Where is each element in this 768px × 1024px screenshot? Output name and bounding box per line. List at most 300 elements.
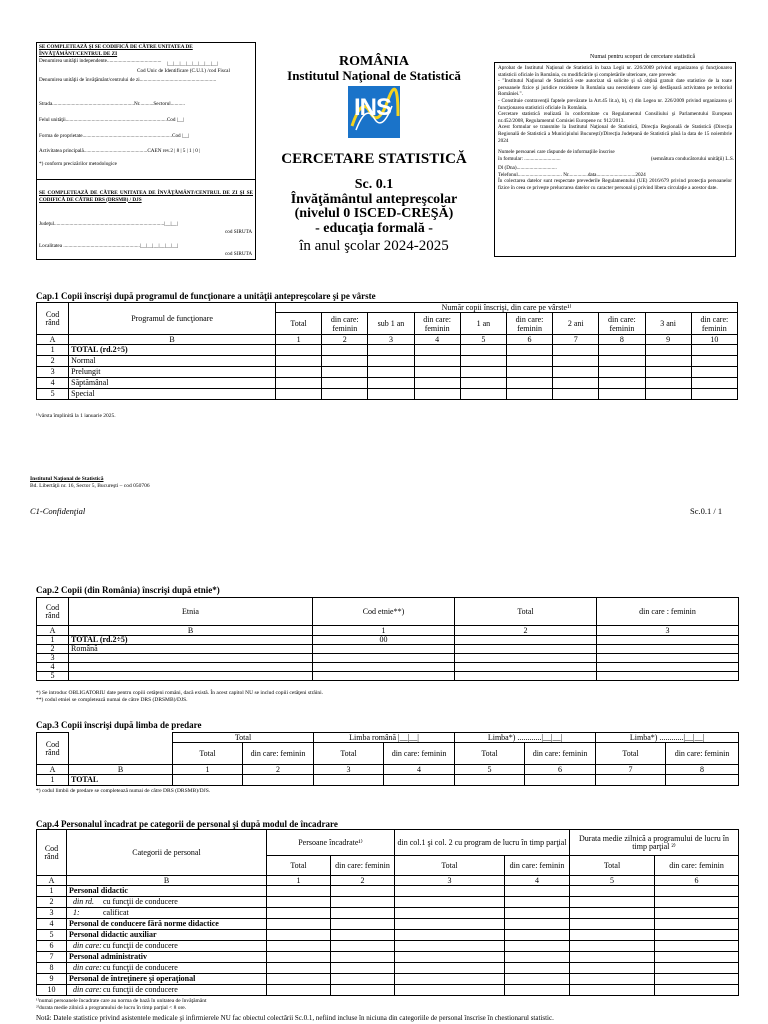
data-cell[interactable] [331,897,395,908]
legal-p4: Cercetare statistică realizată în conformitate cu Regulamentul Consiliului şi Parlamentului European nr.452/2008, Regulamentul Comisiei Europene nr. 912/2013. [498,111,732,124]
signature-label: (semnătura conducătorului unităţii) L.S. [650,156,734,163]
research-only-label: Numai pentru scopuri de cercetare statistică [590,54,696,60]
data-cell[interactable] [395,919,505,930]
row-category: cu funcţii de conducere [103,897,178,906]
row-label [67,941,267,952]
data-cell[interactable] [655,908,739,919]
locality-siruta-label: cod SIRUTA [225,251,253,257]
cap3-col-number: 8 [666,765,739,775]
ethnicity-code[interactable] [313,663,455,672]
row-qualifier: din care: [73,963,102,972]
country-title: ROMÂNIA [339,54,409,69]
data-cell[interactable] [570,974,655,985]
locality-line[interactable]: Localitatea ...........................................................|__|__|__|__|__|__| [39,243,179,249]
data-cell[interactable] [331,952,395,963]
data-cell[interactable] [267,886,331,897]
data-cell[interactable] [505,919,570,930]
data-cell[interactable] [525,775,596,786]
data-cell[interactable] [368,378,414,389]
data-cell[interactable] [597,663,739,672]
table-row [37,930,739,941]
cap2-h-cod: Cod rând [37,598,69,626]
data-cell[interactable] [599,356,645,367]
data-cell[interactable] [276,367,322,378]
data-cell[interactable] [395,963,505,974]
data-cell[interactable] [322,389,368,400]
data-cell[interactable] [570,908,655,919]
row-label[interactable] [69,672,313,681]
data-cell[interactable] [276,345,322,356]
school-name-line[interactable]: Denumirea unităţii de învăţământ/centrului de zi........................................................... [39,77,217,83]
table-row [37,356,738,367]
data-cell[interactable] [596,775,666,786]
cap4-note3: Notă: Datele statistice privind asistentele medicale şi infirmierele NU fac obiectul colectării Sc.0.1, nefiind incluse în niciuna din categoriile de personal înscrise în chestionarul statistic. [36,1014,554,1022]
cap1-table [36,302,738,400]
data-cell[interactable] [267,897,331,908]
cap1-col-header: din care: feminin [506,313,552,335]
data-cell[interactable] [276,389,322,400]
data-cell[interactable] [331,908,395,919]
table-row [37,919,739,930]
table-row [37,345,738,356]
row-category: Personal de conducere fără norme didactice [69,919,219,928]
cap3-note: *) codul limbii de predare se completează numai de către DRS (DRSMB)/DJS. [36,788,211,794]
data-cell[interactable] [505,963,570,974]
row-category: Personal didactic [69,886,128,895]
row-label[interactable] [69,654,313,663]
row-label: TOTAL (rd.2÷5) [69,636,313,645]
cap2-col-number: 3 [597,626,739,636]
row-code: 1 [37,775,69,786]
table-row [37,985,739,996]
legal-p5: Acest formular se transmite la Institutul Naţional de Statistică, Direcţia Regională de Statistică (Direcţia Regională de Statistică a Municipiului Bucureşti)/Direcţia Judeţeană de Statistică până la data de 15 noiembrie 2024 [498,124,732,144]
data-cell[interactable] [599,367,645,378]
data-cell[interactable] [645,356,691,367]
data-cell[interactable] [395,952,505,963]
ethnicity-code[interactable] [313,654,455,663]
data-cell[interactable] [570,886,655,897]
cap1-col-number: 3 [368,335,414,345]
data-cell[interactable] [322,378,368,389]
data-cell[interactable] [506,345,552,356]
school-year: în anul şcolar 2024-2025 [299,238,449,254]
data-cell[interactable] [645,378,691,389]
cap4-note1: ¹⁾numai persoanele încadrate care au norma de bază în unitatea de învăţământ [36,998,207,1004]
data-cell[interactable] [368,356,414,367]
cap1-col-header: sub 1 an [368,313,414,335]
data-cell[interactable] [506,378,552,389]
row-code: 2 [37,356,69,367]
data-cell[interactable] [655,886,739,897]
row-label: Prelungit [69,367,276,378]
cap4-col-header: Total [395,856,505,876]
cap3-col-number: A [37,765,69,775]
row-label: TOTAL (rd.2÷5) [69,345,276,356]
cap4-note2: ²⁾durata medie zilnică a programului de lucru în timp parţial < 8 ore. [36,1005,187,1011]
table-row [37,963,739,974]
cap3-h-blank [69,733,173,765]
row-category: cu funcţii de conducere [103,963,178,972]
data-cell[interactable] [553,378,599,389]
data-cell[interactable] [655,974,739,985]
legal-p3: - Constituie contravenţii faptele prevăzute la Art.45 lit.a), b), c) din Legea nr. 226/2009 privind organizarea şi funcţionarea statisticii oficiale în România. [498,97,732,111]
row-code: 6 [37,941,67,952]
data-cell[interactable] [645,345,691,356]
data-cell[interactable] [505,985,570,996]
unit-name-line[interactable]: Denumirea unităţii independente.......................................... [39,58,162,64]
data-cell[interactable] [505,974,570,985]
data-cell[interactable] [655,930,739,941]
row-code: 8 [37,963,67,974]
data-cell[interactable] [455,654,597,663]
data-cell[interactable] [414,356,460,367]
data-cell[interactable] [599,389,645,400]
data-cell[interactable] [570,941,655,952]
data-cell[interactable] [460,389,506,400]
data-cell[interactable] [645,367,691,378]
row-label [67,919,267,930]
table-row [37,389,738,400]
cap4-col-number: 3 [395,876,505,886]
row-label [67,897,267,908]
data-cell[interactable] [455,636,597,645]
cap3-h-cod: Cod rând [37,733,69,765]
data-cell[interactable] [553,367,599,378]
row-label [67,886,267,897]
cap1-col-number: B [69,335,276,345]
data-cell[interactable] [691,367,737,378]
cap1-col-header: din care: feminin [414,313,460,335]
data-cell[interactable] [414,345,460,356]
row-code: 5 [37,672,69,681]
data-cell[interactable] [460,345,506,356]
cap1-col-number: 7 [553,335,599,345]
activity-line[interactable]: Activitatea principală.................................................CAEN rev.2 | 8 | 5 | 1 | 0 | [39,148,201,154]
cap3-col-header: Total [314,743,384,765]
data-cell[interactable] [655,941,739,952]
survey-title: CERCETARE STATISTICĂ [281,151,467,167]
data-cell[interactable] [331,930,395,941]
data-cell[interactable] [414,378,460,389]
cui-boxes[interactable]: |__|__|__|__|__|__|__|__| [167,61,218,67]
data-cell[interactable] [505,908,570,919]
row-label: TOTAL [69,775,173,786]
cap4-col-number: 1 [267,876,331,886]
row-category: calificat [103,908,129,917]
data-cell[interactable] [395,886,505,897]
cap3-title: Cap.3 Copii înscrişi după limba de predare [36,720,202,730]
data-cell[interactable] [331,919,395,930]
cap2-col-number: 2 [455,626,597,636]
cap4-h-cod: Cod rând [37,830,67,876]
cap3-table [36,732,739,786]
data-cell[interactable] [267,974,331,985]
data-cell[interactable] [506,367,552,378]
data-cell[interactable] [276,356,322,367]
cap3-col-number: 5 [455,765,525,775]
row-code: 9 [37,974,67,985]
cap1-note: ¹⁾vârsta împlinită la 1 ianuarie 2025. [36,413,116,419]
table-row [37,636,739,645]
data-cell[interactable] [276,378,322,389]
data-cell[interactable] [599,345,645,356]
legal-p1: Aprobat de Institutul Naţional de Statistică în baza Legii nr. 226/2009 privind organizarea şi funcţionarea statisticii oficiale în România, cu modificările şi completările ulterioare, care prevede: [498,65,732,78]
cap2-title: Cap.2 Copii (din România) înscrişi după etnie*) [36,585,220,595]
row-code: 1 [37,345,69,356]
data-cell[interactable] [414,389,460,400]
cap1-h-group: Număr copii înscrişi, din care pe vârste¹⁾ [276,303,738,313]
cap1-col-number: 4 [414,335,460,345]
cap3-col-header: din care: feminin [525,743,596,765]
survey-level: (nivelul 0 ISCED-CREŞĂ) [294,206,454,221]
cap2-table [36,597,739,681]
drs-box-header: SE COMPLETEAZĂ DE CĂTRE UNITATEA DE ÎNVĂŢĂMÂNT/CENTRUL DE ZI ŞI SE CODIFICĂ DE CĂTRE DRS (DRSMB) / DJS [39,190,253,203]
data-cell[interactable] [455,645,597,654]
county-line[interactable]: Judeţul.....................................................................................|__|__| [39,221,178,227]
data-cell[interactable] [267,941,331,952]
cap3-col-header: Total [173,743,243,765]
cap4-col-number: 6 [655,876,739,886]
ethnicity-code[interactable]: 00 [313,636,455,645]
cap3-col-header: din care: feminin [384,743,455,765]
cap1-col-number: 8 [599,335,645,345]
data-cell[interactable] [173,775,243,786]
data-cell[interactable] [645,389,691,400]
cap1-col-number: 6 [506,335,552,345]
data-cell[interactable] [655,985,739,996]
data-cell[interactable] [414,367,460,378]
cap3-col-number: 1 [173,765,243,775]
gdpr-note: În colectarea datelor sunt respectate prevederile Regulamentului (UE) 2016/679 privind protecţia persoanelor fizice în ceea ce priveşte prelucrarea datelor cu caracter personal şi privind libera circulaţie a acestor date. [498,178,732,191]
row-code: 4 [37,919,67,930]
data-cell[interactable] [331,974,395,985]
data-cell[interactable] [322,345,368,356]
cap1-h-cod: Cod rând [37,303,69,335]
data-cell[interactable] [506,389,552,400]
address-name: Institutul Naţional de Statistică [30,476,104,482]
cap4-g3: Durata medie zilnică a programului de lucru în timp parţial ²⁾ [570,830,739,856]
data-cell[interactable] [505,941,570,952]
cap2-h-codetnie: Cod etnie**) [313,598,455,626]
cap1-col-number: 9 [645,335,691,345]
data-cell[interactable] [460,367,506,378]
row-code: 3 [37,367,69,378]
data-cell[interactable] [460,356,506,367]
data-cell[interactable] [505,897,570,908]
data-cell[interactable] [505,930,570,941]
row-category: cu funcţii de conducere [103,941,178,950]
data-cell[interactable] [322,367,368,378]
data-cell[interactable] [368,389,414,400]
ethnicity-code[interactable] [313,672,455,681]
data-cell[interactable] [691,389,737,400]
data-cell[interactable] [666,775,739,786]
row-code: 5 [37,930,67,941]
street-line[interactable]: Strada...............................................................Nr...........Sectorul........... [39,101,185,107]
cap4-col-header: din care: feminin [505,856,570,876]
row-qualifier: din care: [73,985,102,994]
data-cell[interactable] [691,345,737,356]
data-cell[interactable] [395,908,505,919]
data-cell[interactable] [655,952,739,963]
table-row [37,897,739,908]
data-cell[interactable] [505,952,570,963]
cap3-col-header: Total [596,743,666,765]
row-qualifier: din rd. [73,897,95,906]
table-row [37,952,739,963]
cap3-group-header: Limba*) ............|__|__| [596,733,739,743]
data-cell[interactable] [395,985,505,996]
data-cell[interactable] [570,919,655,930]
data-cell[interactable] [384,775,455,786]
data-cell[interactable] [597,672,739,681]
table-row [37,886,739,897]
page-number: Sc.0.1 / 1 [690,506,723,516]
cui-label: Cod Unic de Identificare (C.U.I.) /cod Fiscal [137,68,230,74]
data-cell[interactable] [267,952,331,963]
data-cell[interactable] [267,919,331,930]
row-code: 3 [37,654,69,663]
cap3-col-header: Total [455,743,525,765]
cap1-title: Cap.1 Copii înscrişi după programul de funcţionare a unităţii antepreşcolare şi pe vârste [36,291,376,301]
row-code: 10 [37,985,67,996]
row-qualifier: 1: [73,908,80,917]
cap4-col-header: din care: feminin [331,856,395,876]
cap4-col-number: B [67,876,267,886]
data-cell[interactable] [368,345,414,356]
data-cell[interactable] [553,356,599,367]
cap3-col-number: 6 [525,765,596,775]
data-cell[interactable] [570,952,655,963]
cap4-col-header: Total [570,856,655,876]
contact-name-line[interactable]: Dl (Dna)............................... [498,164,557,171]
row-category: Personal de întreţinere şi operaţional [69,974,196,983]
table-row [37,645,739,654]
confidential-label: C1-Confidenţial [30,506,86,516]
data-cell[interactable] [655,919,739,930]
cap4-col-number: 5 [570,876,655,886]
row-code: 5 [37,389,69,400]
cap3-col-header: din care: feminin [243,743,314,765]
table-row [37,974,739,985]
data-cell[interactable] [395,974,505,985]
table-row [37,908,739,919]
data-cell[interactable] [331,985,395,996]
cap3-col-number: 4 [384,765,455,775]
data-cell[interactable] [505,886,570,897]
data-cell[interactable] [395,897,505,908]
cap2-h-etnia: Etnia [69,598,313,626]
table-row [37,672,739,681]
cap4-g1: Persoane încadrate¹⁾ [267,830,395,856]
ethnicity-code[interactable] [313,645,455,654]
data-cell[interactable] [314,775,384,786]
data-cell[interactable] [597,654,739,663]
data-cell[interactable] [597,645,739,654]
row-qualifier: din care: [73,941,102,950]
row-category: Personal administrativ [69,952,147,961]
data-cell[interactable] [322,356,368,367]
respondent-line[interactable]: Numele persoanei care răspunde de informaţiile înscrise în formular: ............................ [498,149,615,162]
data-cell[interactable] [570,963,655,974]
data-cell[interactable] [455,775,525,786]
data-cell[interactable] [506,356,552,367]
table-row [37,378,738,389]
data-cell[interactable] [368,367,414,378]
cap2-note1: *) Se introduc OBLIGATORIU date pentru copiii cetăţeni români, dacă există. În acest capitol NU se includ copiii cetăţeni străini. [36,690,324,696]
ins-logo [348,86,400,138]
cap4-h-cat: Categorii de personal [67,830,267,876]
data-cell[interactable] [455,663,597,672]
institute-title: Institutul Naţional de Statistică [287,68,461,83]
data-cell[interactable] [553,389,599,400]
data-cell[interactable] [553,345,599,356]
data-cell[interactable] [395,941,505,952]
row-label [67,963,267,974]
data-cell[interactable] [597,636,739,645]
cap3-col-number: 2 [243,765,314,775]
data-cell[interactable] [691,378,737,389]
data-cell[interactable] [570,930,655,941]
cap1-col-number: A [37,335,69,345]
row-label: Normal [69,356,276,367]
cap1-col-header: 2 ani [553,313,599,335]
row-label[interactable] [69,663,313,672]
data-cell[interactable] [331,886,395,897]
unit-type-line[interactable]: Felul unităţii..............................................................................Cod |__| [39,117,185,123]
table-row [37,654,739,663]
table-row [37,367,738,378]
data-cell[interactable] [570,897,655,908]
data-cell[interactable] [570,985,655,996]
data-cell[interactable] [395,930,505,941]
cap4-col-number: 4 [505,876,570,886]
cap1-col-number: 5 [460,335,506,345]
data-cell[interactable] [267,930,331,941]
cap2-col-number: A [37,626,69,636]
data-cell[interactable] [267,963,331,974]
data-cell[interactable] [655,897,739,908]
row-label: Română [69,645,313,654]
logo-text: INS [354,94,392,121]
cap2-col-number: 1 [313,626,455,636]
data-cell[interactable] [331,963,395,974]
data-cell[interactable] [243,775,314,786]
data-cell[interactable] [655,963,739,974]
cap4-table [36,829,739,996]
address-block [30,476,150,489]
data-cell[interactable] [455,672,597,681]
survey-type: - educaţia formală - [315,221,433,236]
phone-line[interactable]: Telefonul.................................. Nr...............data..............................2024 [498,171,646,178]
data-cell[interactable] [460,378,506,389]
row-code: 1 [37,886,67,897]
data-cell[interactable] [691,356,737,367]
cap3-group-header: Limba română |__|__| [314,733,455,743]
data-cell[interactable] [599,378,645,389]
legal-p2: - "Institutul Naţional de Statistică este autorizat să solicite şi să obţină gratuit date statistice de la toate persoanele fizice şi juridice rezidente în România sau nerezidente care îşi desfăşoară activitatea pe teritoriul României.". [498,78,732,98]
survey-code: Sc. 0.1 [354,177,394,192]
ownership-line[interactable]: Forma de proprietate.....................................................................Cod |__| [39,133,190,139]
legal-box [494,62,736,257]
row-code: 1 [37,636,69,645]
cap4-col-header: Total [267,856,331,876]
data-cell[interactable] [331,941,395,952]
cap1-col-number: 1 [276,335,322,345]
table-row [37,941,739,952]
data-cell[interactable] [267,908,331,919]
data-cell[interactable] [267,985,331,996]
